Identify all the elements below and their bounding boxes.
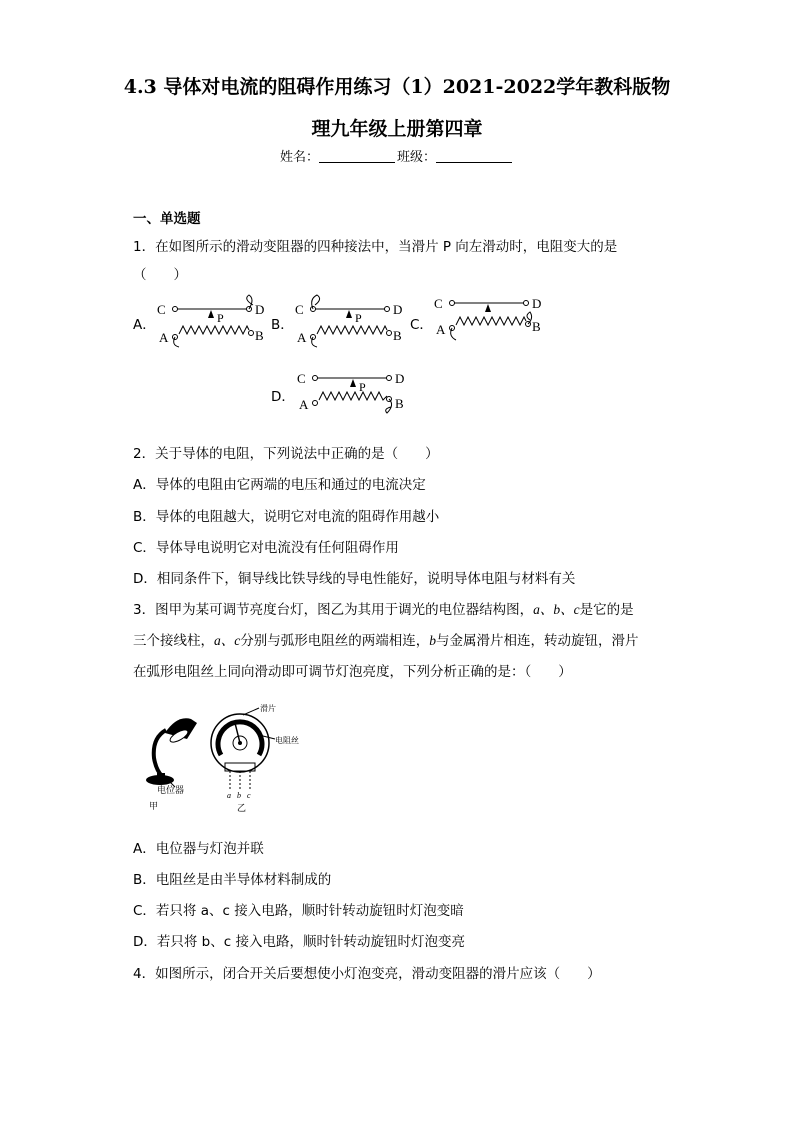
yi-label: 乙	[237, 803, 247, 813]
q3-option-d: D．若只将 b、c 接入电路，顺时针转动旋钮时灯泡变亮	[133, 934, 465, 950]
q4-stem: 4．如图所示，闭合开关后要想使小灯泡变亮，滑动变阻器的滑片应该（ ）	[133, 966, 601, 982]
rheostat-figure-c	[432, 290, 552, 350]
label-p: P	[355, 311, 362, 325]
q2-option-a: A．导体的电阻由它两端的电压和通过的电流决定	[133, 477, 426, 493]
q2-option-c: C．导体导电说明它对电流没有任何阻碍作用	[133, 540, 399, 556]
label-c: C	[295, 302, 304, 317]
q2-option-b: B．导体的电阻越大，说明它对电流的阻碍作用越小	[133, 509, 440, 525]
q3-option-b: B．电阻丝是由半导体材料制成的	[133, 872, 332, 888]
jia-label: 甲	[149, 801, 159, 811]
wire-label: 电阻丝	[275, 736, 299, 745]
section-heading: 一、单选题	[133, 211, 201, 227]
label-d: D	[393, 302, 403, 317]
q3-option-c: C．若只将 a、c 接入电路，顺时针转动旋钮时灯泡变暗	[133, 903, 464, 919]
q3-stem-line1: 3．图甲为某可调节亮度台灯，图乙为其用于调光的电位器结构图，a、b、c是它的是	[133, 602, 634, 618]
label-d: D	[395, 371, 405, 386]
terminal-a: a	[227, 791, 231, 800]
name-blank[interactable]	[319, 150, 395, 163]
doc-title-line2: 理九年级上册第四章	[311, 118, 483, 140]
label-b: B	[532, 319, 541, 334]
q3-stem-line2: 三个接线柱，a、c分别与弧形电阻丝的两端相连，b与金属滑片相连，转动旋钮，滑片	[133, 633, 639, 649]
name-label: 姓名：	[279, 150, 319, 165]
label-a: A	[436, 322, 446, 337]
label-c: C	[434, 296, 443, 311]
label-a: A	[297, 330, 307, 345]
terminal-c: c	[247, 791, 251, 800]
q1-option-c: C．	[410, 317, 433, 333]
q1-option-a: A．	[133, 317, 156, 333]
label-b: B	[255, 328, 264, 343]
rheostat-figure-a	[155, 290, 275, 350]
potentiometer-diagram	[211, 708, 275, 791]
q3-stem-line3: 在弧形电阻丝上同向滑动即可调节灯泡亮度，下列分析正确的是：（ ）	[133, 664, 572, 680]
label-b: B	[395, 396, 404, 411]
label-c: C	[297, 371, 306, 386]
terminal-b: b	[237, 791, 241, 800]
q3-figure	[135, 703, 315, 818]
label-a: A	[159, 330, 169, 345]
label-b: B	[393, 328, 402, 343]
label-d: D	[532, 296, 542, 311]
rheostat-figure-b	[293, 290, 413, 350]
label-p: P	[217, 311, 224, 325]
doc-title-line1: 4.3 导体对电流的阻碍作用练习（1）2021-2022学年教科版物	[123, 76, 671, 98]
label-p: P	[359, 380, 366, 394]
rheostat-figure-d	[295, 365, 415, 425]
q2-option-d: D．相同条件下，铜导线比铁导线的导电性能好，说明导体电阻与材料有关	[133, 571, 576, 587]
desk-lamp-image	[146, 718, 197, 787]
q1-stem: 1．在如图所示的滑动变阻器的四种接法中，当滑片 P 向左滑动时，电阻变大的是	[133, 239, 618, 255]
class-blank[interactable]	[436, 150, 512, 163]
potentiometer-label: 电位器	[157, 785, 185, 795]
q1-option-b: B．	[271, 317, 294, 333]
q3-option-a: A．电位器与灯泡并联	[133, 841, 264, 857]
label-c: C	[157, 302, 166, 317]
label-d: D	[255, 302, 265, 317]
q1-paren: （ ）	[133, 267, 187, 283]
slider-label: 滑片	[260, 704, 276, 713]
q2-stem: 2．关于导体的电阻，下列说法中正确的是（ ）	[133, 446, 439, 462]
q1-option-d: D．	[271, 389, 295, 405]
class-label: 班级：	[397, 150, 437, 165]
name-class-row	[0, 146, 794, 165]
label-a: A	[299, 397, 309, 412]
